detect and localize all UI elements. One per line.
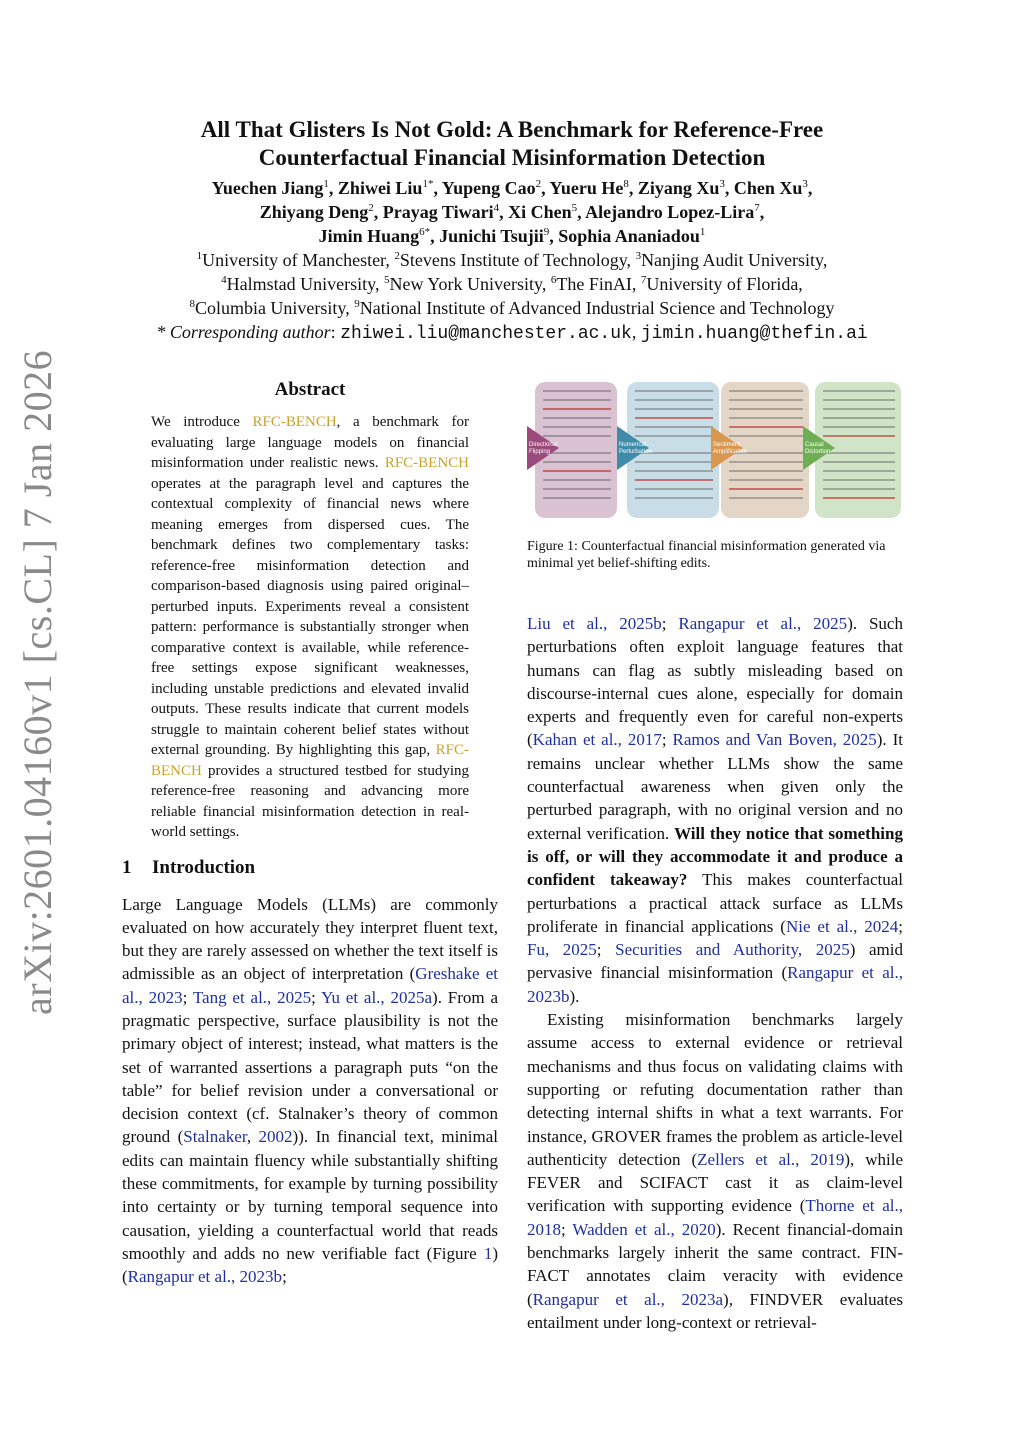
citation-link[interactable]: Nie et al., 2024	[785, 916, 899, 936]
email-link[interactable]: jimin.huang@thefin.ai	[640, 324, 868, 344]
left-column	[122, 376, 498, 1289]
intro-paragraph: Existing misinformation benchmarks largely assume access to external evidence or retrieval mechanisms and thus focus on validating claims with supporting or refuting documentation rather than detecting internal shifts in what a text warrants. For instance, GROVER frames the problem as article-level authenticity detection (Zellers et al., 2019), while FEVER and SCIFACT cast it as claim-level verification with supporting evidence (Thorne et al., 2018; Wadden et al., 2020). Recent financial-domain benchmarks largely inherit the same contract. FIN-FACT annotates claim veracity with evidence (Rangapur et al., 2023a), FINDVER evaluates entailment under long-context or retrieval-	[527, 1010, 903, 1332]
citation-link[interactable]: Thorne et al., 2018	[527, 1196, 903, 1239]
author-name: Zhiyang Deng	[259, 202, 369, 222]
author-name: Prayag Tiwari	[382, 202, 494, 222]
author-name: Jimin Huang	[318, 226, 420, 246]
citation-link[interactable]: Securities and Authority, 2025	[615, 940, 850, 960]
abstract-heading: Abstract	[274, 379, 346, 400]
abstract-text: We introduce RFC-BENCH, a benchmark for evaluating large language models on financial misinformation under realistic news. RFC-BENCH operates at the paragraph level and captures the contextual complexity of financial news where meaning emerges from dispersed cues. The benchmark defines two complementary tasks: reference-free misinformation detection and comparison-based diagnosis using paired original–perturbed inputs. Experiments reveal a consistent pattern: performance is substantially stronger when comparative context is available, while reference-free settings expose significant weaknesses, including unstable predictions and elevated invalid outputs. These results indicate that current models struggle to maintain coherent belief states without external grounding. By highlighting this gap, RFC-BENCH provides a structured testbed for studying reference-free reasoning and advancing more reliable financial misinformation detection in real-world settings.	[151, 414, 469, 840]
figure-ref-link[interactable]: 1	[483, 1243, 493, 1263]
author-name: Yueru He	[549, 178, 624, 198]
intro-paragraph: Large Language Models (LLMs) are commonly evaluated on how accurately they interpret fluent text, but they are rarely assessed on whether the text itself is admissible as an object of interpretation (Greshake et al., 2023; Tang et al., 2025; Yu et al., 2025a). From a pragmatic perspective, surface plausibility is not the primary object of interest; instead, what matters is the set of warranted assertions a paragraph puts “on the table” for belief revision under a conversational or decision context (cf. Stalnaker’s theory of common ground (Stalnaker, 2002)). In financial text, minimal edits can maintain fluency while substantially shifting these commitments, for example by turning possibility into certainty or by turning temporal sequence into causation, yielding a counterfactual world that reads smoothly and adds no new verifiable fact (Figure 1) (Rangapur et al., 2023b;	[122, 894, 499, 1287]
affiliation-list: $^1$University of Manchester, $^2$Stevens Institute of Technology, $^3$Nanjing Audit University, $^4$Halmstad University, $^5$New York University, $^6$The FinAI, $^7$University of Florida, $^8$Columbia University, $^9$National Institute of Advanced Industrial Science and Technology	[189, 250, 835, 318]
citation-link[interactable]: Rangapur et al., 2023b	[127, 1267, 283, 1287]
author-name: Alejandro Lopez-Lira	[585, 202, 755, 222]
author-name: Ziyang Xu	[637, 178, 720, 198]
author-list: Yuechen Jiang$^1$, Zhiwei Liu$^{1*}$, Yupeng Cao$^2$, Yueru He$^8$, Ziyang Xu$^3$, Chen Xu$^3$, Zhiyang Deng$^2$, Prayag Tiwari$^4$, Xi Chen$^5$, Alejandro Lopez-Lira$^7$, Jimin Huang$^{6*}$, Junichi Tsujii$^9$, Sophia Ananiadou$^1$	[211, 178, 813, 246]
author-name: Xi Chen	[508, 202, 572, 222]
perturbation-label: Causal Distortion	[805, 442, 831, 455]
citation-link[interactable]: Greshake et al., 2023	[122, 964, 498, 1007]
key-question: Will they notice that something is off, or will they accommodate it and produce a confident takeaway?	[527, 823, 903, 890]
citation-link[interactable]: Rangapur et al., 2023b	[527, 963, 903, 1006]
arxiv-identifier: arXiv:2601.04160v1 [cs.CL] 7 Jan 2026	[15, 349, 60, 1015]
author-name: Yuechen Jiang	[211, 178, 324, 198]
benchmark-link[interactable]: RFC-BENCH	[151, 742, 469, 779]
author-name: Yupeng Cao	[441, 178, 536, 198]
intro-paragraph: Liu et al., 2025b; Rangapur et al., 2025). Such perturbations often exploit language features that humans can flag as subtly misleading based on discourse-internal cues alone, especially for domain experts and frequently even for careful non-experts (Kahan et al., 2017; Ramos and Van Boven, 2025). It remains unclear whether LLMs show the same counterfactual awareness when given only the perturbed paragraph, with no original version and no external verification. Will they notice that something is off, or will they accommodate it and produce a confident takeaway? This makes counterfactual perturbations a practical attack surface as LLMs proliferate in financial applications (Nie et al., 2024; Fu, 2025; Securities and Authority, 2025) amid pervasive financial misinformation (Rangapur et al., 2023b).	[527, 614, 903, 1006]
citation-link[interactable]: Yu et al., 2025a	[321, 987, 433, 1007]
citation-link[interactable]: Ramos and Van Boven, 2025	[672, 730, 877, 750]
perturbation-label: Directional Flipping	[529, 442, 558, 455]
author-name: Sophia Ananiadou	[558, 226, 700, 246]
citation-link[interactable]: Tang et al., 2025	[192, 987, 312, 1007]
right-column	[527, 378, 903, 1334]
figure-caption: Figure 1: Counterfactual financial misinformation generated via minimal yet belief-shifting edits.	[527, 539, 886, 571]
email-link[interactable]: zhiwei.liu@manchester.ac.uk	[340, 324, 632, 344]
author-name: Zhiwei Liu	[337, 178, 423, 198]
perturbation-label: Numerical Perturbation	[619, 442, 652, 455]
citation-link[interactable]: Rangapur et al., 2023a	[532, 1289, 724, 1309]
paper-header	[110, 116, 914, 346]
citation-link[interactable]: Stalnaker	[183, 1127, 247, 1147]
author-name: Junichi Tsujii	[439, 226, 544, 246]
benchmark-link[interactable]: RFC-BENCH	[252, 414, 337, 430]
citation-link[interactable]: Rangapur et al., 2025	[678, 614, 848, 633]
figure-1	[527, 378, 903, 520]
citation-link[interactable]: 2002	[258, 1127, 293, 1147]
citation-link[interactable]: Zellers et al., 2019	[697, 1149, 845, 1169]
citation-link[interactable]: Kahan et al., 2017	[532, 730, 662, 750]
paper-title-line-1: All That Glisters Is Not Gold: A Benchmark for Reference-Free	[200, 117, 824, 142]
paper-title-line-2: Counterfactual Financial Misinformation Detection	[258, 145, 766, 170]
benchmark-link[interactable]: RFC-BENCH	[384, 455, 469, 471]
corresponding-author: * Corresponding author: zhiwei.liu@manchester.ac.uk, jimin.huang@thefin.ai	[156, 322, 868, 344]
citation-link[interactable]: Wadden et al., 2020	[572, 1219, 716, 1239]
section-heading-introduction: 1 Introduction	[122, 856, 256, 878]
perturbation-label: Sentiment Amplification	[713, 442, 748, 455]
citation-link[interactable]: Fu, 2025	[527, 940, 597, 960]
citation-link[interactable]: Liu et al., 2025b	[527, 614, 662, 633]
author-name: Chen Xu	[733, 178, 803, 198]
